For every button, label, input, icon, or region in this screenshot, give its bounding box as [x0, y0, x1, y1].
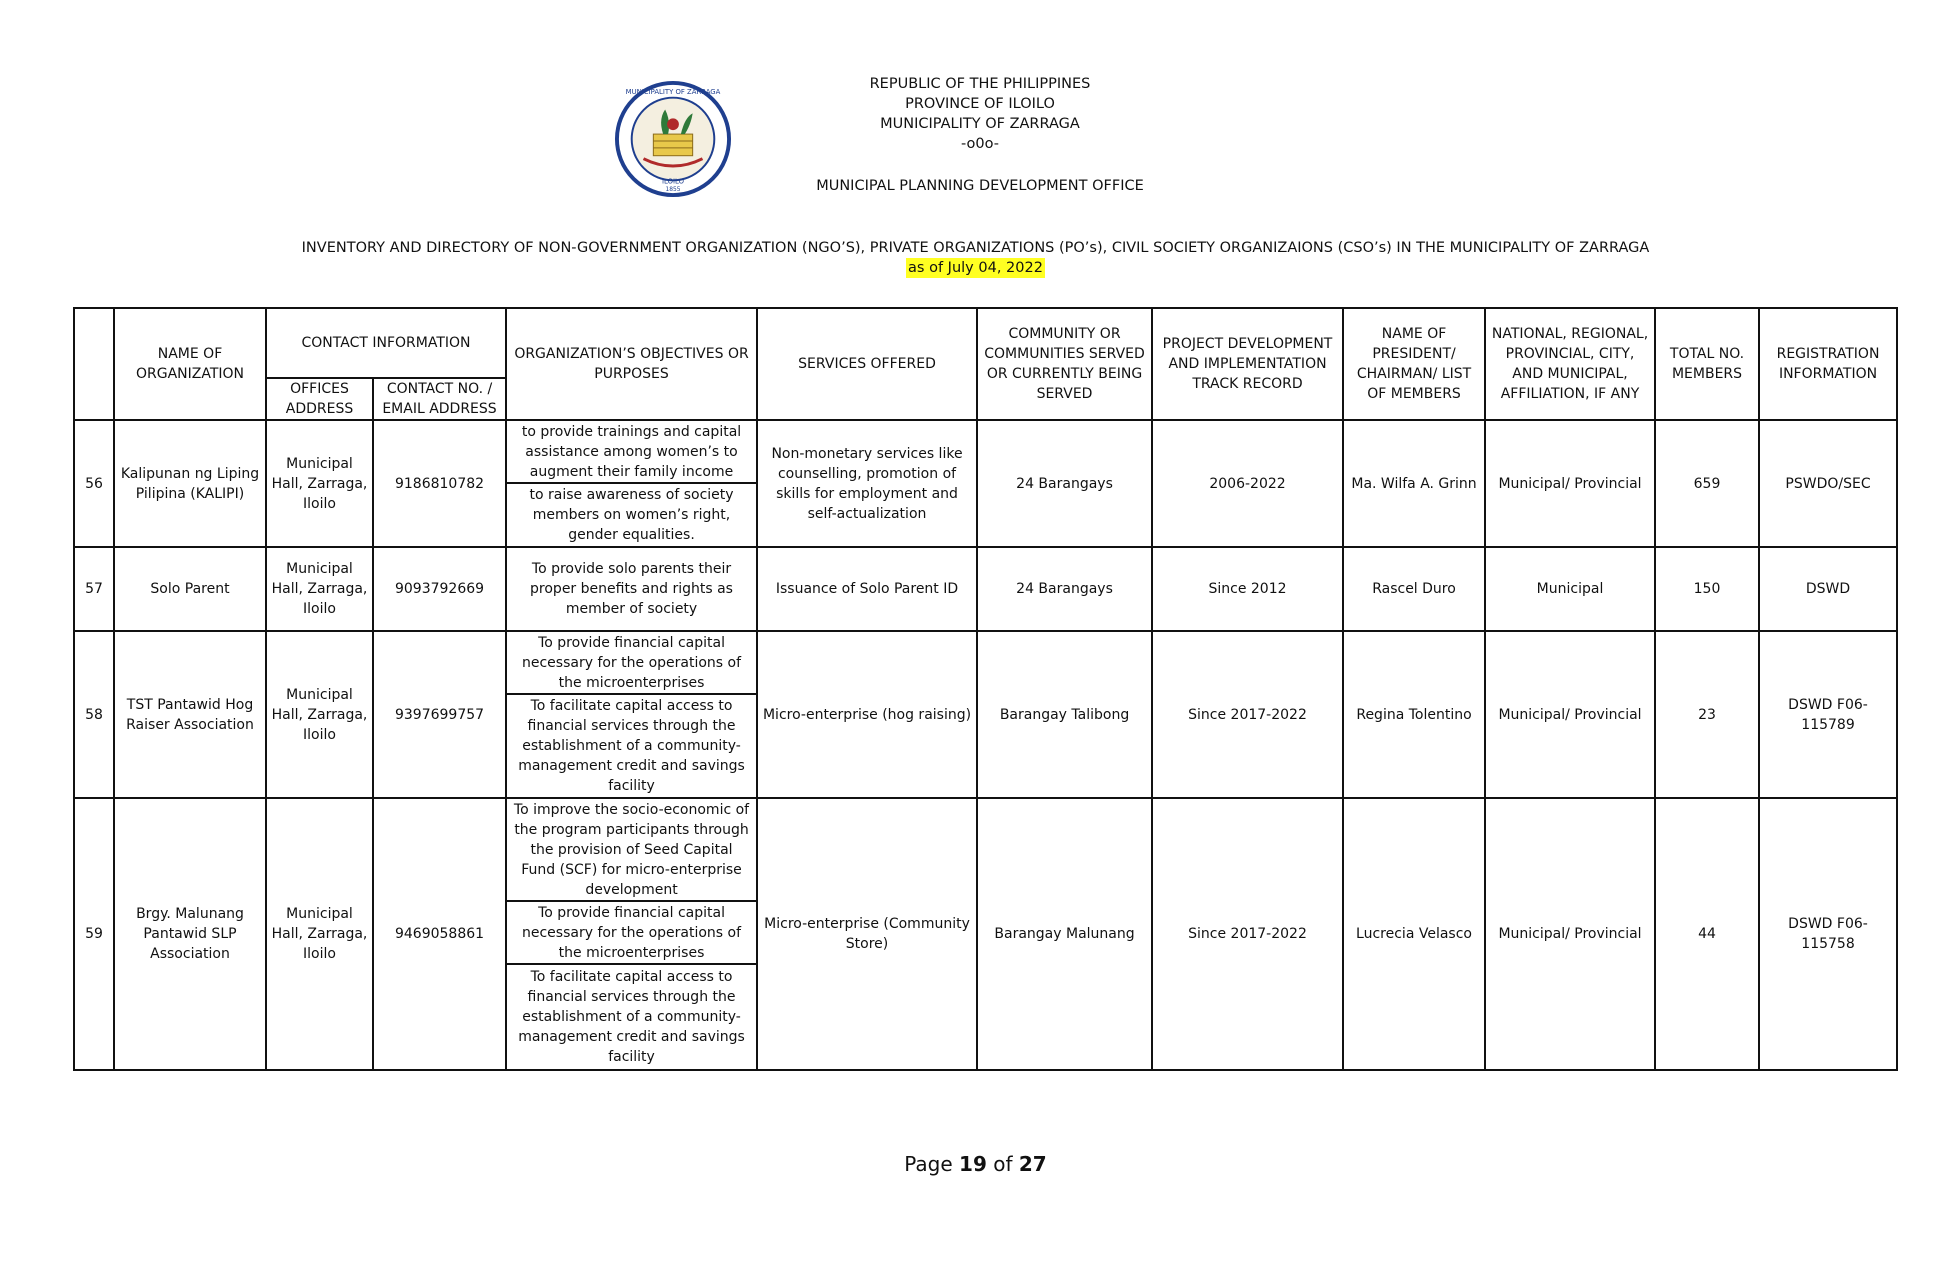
- objective-item: To improve the socio-economic of the program participants through the provision of Seed Capital Fund (SCF) for micro-enterprise development: [507, 799, 756, 902]
- header-members: TOTAL NO. MEMBERS: [1655, 308, 1759, 420]
- svg-text:MUNICIPALITY OF ZARRAGA: MUNICIPALITY OF ZARRAGA: [625, 87, 721, 96]
- header-divider-text: -o0o-: [961, 136, 999, 152]
- objective-item: To provide solo parents their proper benefits and rights as member of society: [530, 561, 733, 617]
- org-address: Municipal Hall, Zarraga, Iloilo: [266, 420, 373, 547]
- org-members: 150: [1655, 547, 1759, 631]
- document-title-block: [0, 238, 1951, 278]
- svg-text:1855: 1855: [665, 187, 681, 194]
- objective-item: To provide financial capital necessary for the operations of the microenterprises: [507, 632, 756, 695]
- objective-item: To facilitate capital access to financial services through the establishment of a community-management credit and savings facility: [518, 698, 745, 794]
- org-contact: 9186810782: [373, 420, 506, 547]
- org-members: 23: [1655, 631, 1759, 798]
- row-number: 59: [74, 798, 114, 1070]
- page-total: 27: [1018, 1152, 1047, 1176]
- org-objectives: [506, 547, 757, 631]
- header-republic: REPUBLIC OF THE PHILIPPINES: [869, 76, 1091, 92]
- org-services: Issuance of Solo Parent ID: [757, 547, 977, 631]
- org-affiliation: Municipal: [1485, 547, 1655, 631]
- org-objectives: [506, 420, 757, 547]
- org-address: Municipal Hall, Zarraga, Iloilo: [266, 631, 373, 798]
- org-address: Municipal Hall, Zarraga, Iloilo: [266, 798, 373, 1070]
- header-president: NAME OF PRESIDENT/ CHAIRMAN/ LIST OF MEMBERS: [1343, 308, 1485, 420]
- page-footer: [0, 1152, 1951, 1176]
- org-president: Ma. Wilfa A. Grinn: [1343, 420, 1485, 547]
- org-community: Barangay Talibong: [977, 631, 1152, 798]
- org-services: Micro-enterprise (Community Store): [757, 798, 977, 1070]
- org-contact: 9469058861: [373, 798, 506, 1070]
- objective-item: to raise awareness of society members on women’s right, gender equalities.: [529, 487, 734, 543]
- header-project: PROJECT DEVELOPMENT AND IMPLEMENTATION TRACK RECORD: [1152, 308, 1343, 420]
- table-row: [74, 420, 1897, 547]
- header-lines: [760, 74, 1200, 154]
- objective-item: to provide trainings and capital assistance among women’s to augment their family income: [507, 421, 756, 484]
- org-project: Since 2017-2022: [1152, 631, 1343, 798]
- org-address: Municipal Hall, Zarraga, Iloilo: [266, 547, 373, 631]
- org-president: Regina Tolentino: [1343, 631, 1485, 798]
- header-services: SERVICES OFFERED: [757, 308, 977, 420]
- org-objectives: [506, 631, 757, 798]
- org-project: Since 2012: [1152, 547, 1343, 631]
- org-members: 659: [1655, 420, 1759, 547]
- org-contact: 9397699757: [373, 631, 506, 798]
- header-registration: REGISTRATION INFORMATION: [1759, 308, 1897, 420]
- org-community: 24 Barangays: [977, 420, 1152, 547]
- org-name: Brgy. Malunang Pantawid SLP Association: [114, 798, 266, 1070]
- table-row: [74, 547, 1897, 631]
- page-current: 19: [959, 1152, 987, 1176]
- header-no: [74, 308, 114, 420]
- org-registration: DSWD F06-115758: [1759, 798, 1897, 1070]
- objective-item: To facilitate capital access to financial services through the establishment of a community-management credit and savings facility: [518, 969, 745, 1065]
- org-affiliation: Municipal/ Provincial: [1485, 631, 1655, 798]
- org-services: Non-monetary services like counselling, promotion of skills for employment and self-actualization: [757, 420, 977, 547]
- org-objectives: [506, 798, 757, 1070]
- directory-table: [73, 307, 1898, 1071]
- header-offices-address: OFFICES ADDRESS: [266, 378, 373, 420]
- org-name: Kalipunan ng Liping Pilipina (KALIPI): [114, 420, 266, 547]
- row-number: 58: [74, 631, 114, 798]
- office-name: MUNICIPAL PLANNING DEVELOPMENT OFFICE: [816, 178, 1144, 194]
- org-affiliation: Municipal/ Provincial: [1485, 798, 1655, 1070]
- row-number: 57: [74, 547, 114, 631]
- org-registration: PSWDO/SEC: [1759, 420, 1897, 547]
- org-project: Since 2017-2022: [1152, 798, 1343, 1070]
- page-label: Page: [904, 1152, 953, 1176]
- header-contact-no: CONTACT NO. / EMAIL ADDRESS: [373, 378, 506, 420]
- as-of-date: as of July 04, 2022: [908, 260, 1043, 276]
- org-affiliation: Municipal/ Provincial: [1485, 420, 1655, 547]
- page-of: of: [993, 1152, 1013, 1176]
- svg-text:ILOILO: ILOILO: [661, 177, 685, 186]
- table-row: [74, 631, 1897, 798]
- municipal-seal-logo: [614, 80, 732, 198]
- org-registration: DSWD F06-115789: [1759, 631, 1897, 798]
- org-name: Solo Parent: [114, 547, 266, 631]
- org-president: Lucrecia Velasco: [1343, 798, 1485, 1070]
- org-members: 44: [1655, 798, 1759, 1070]
- org-project: 2006-2022: [1152, 420, 1343, 547]
- header-community: COMMUNITY OR COMMUNITIES SERVED OR CURRENTLY BEING SERVED: [977, 308, 1152, 420]
- row-number: 56: [74, 420, 114, 547]
- org-community: 24 Barangays: [977, 547, 1152, 631]
- objective-item: To provide financial capital necessary for the operations of the microenterprises: [507, 902, 756, 965]
- header-affiliation: NATIONAL, REGIONAL, PROVINCIAL, CITY, AND MUNICIPAL, AFFILIATION, IF ANY: [1485, 308, 1655, 420]
- document-title: INVENTORY AND DIRECTORY OF NON-GOVERNMENT ORGANIZATION (NGO’S), PRIVATE ORGANIZATIONS (PO’s), CIVIL SOCIETY ORGANIZAIONS (CSO’s) IN THE MUNICIPALITY OF ZARRAGA: [301, 240, 1650, 256]
- header-contact: CONTACT INFORMATION: [266, 308, 506, 378]
- header-municipality: MUNICIPALITY OF ZARRAGA: [880, 116, 1080, 132]
- org-registration: DSWD: [1759, 547, 1897, 631]
- table-row: [74, 798, 1897, 1070]
- org-name: TST Pantawid Hog Raiser Association: [114, 631, 266, 798]
- header-province: PROVINCE OF ILOILO: [905, 96, 1055, 112]
- org-community: Barangay Malunang: [977, 798, 1152, 1070]
- header-name: NAME OF ORGANIZATION: [114, 308, 266, 420]
- org-president: Rascel Duro: [1343, 547, 1485, 631]
- org-contact: 9093792669: [373, 547, 506, 631]
- header-objectives: ORGANIZATION’S OBJECTIVES OR PURPOSES: [506, 308, 757, 420]
- org-services: Micro-enterprise (hog raising): [757, 631, 977, 798]
